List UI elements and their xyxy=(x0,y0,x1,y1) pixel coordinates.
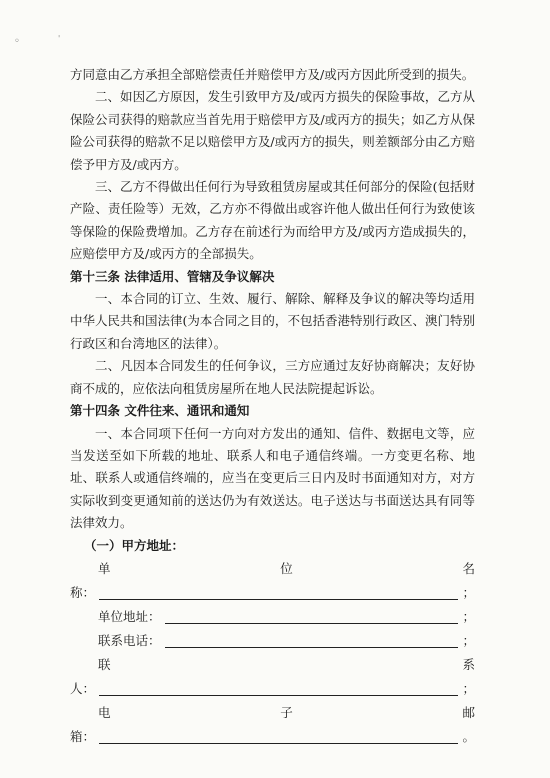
address-field xyxy=(70,605,475,629)
name-blank[interactable] xyxy=(99,583,458,600)
email-label-part: 电 xyxy=(98,704,111,720)
paragraph-insurance-invalidation: 三、乙方不得做出任何行为导致租赁房屋或其任何部分的保险(包括财产险、责任险等）无效，乙方亦不得做出或容许他人做出任何行为致使该等保险的保险费增加。乙方存在前述行为而给甲方及/或丙方造成损失的，应赔偿甲方及/或丙方的全部损失。 xyxy=(70,179,475,262)
contact-label: 人： xyxy=(70,680,96,696)
phone-field xyxy=(70,629,475,653)
paragraph-notices: 一、本合同项下任何一方向对方发出的通知、信件、数据电文等，应当发送至如下所载的地址、联系人和电子通信终端。一方变更名称、地址、联系人或通信终端的，应当在变更后三日内及时书面通知对方，对方实际收到变更通知前的送达仍为有效送达。电子送达与书面送达具有同等法律效力。 xyxy=(70,425,475,531)
email-end: 。 xyxy=(462,728,475,744)
paragraph-continuation: 方同意由乙方承担全部赔偿责任并赔偿甲方及/或丙方因此所受到的损失。 xyxy=(70,67,475,82)
name-label-part: 单 xyxy=(98,560,111,576)
phone-label: 联系电话： xyxy=(98,632,161,648)
address-end: ； xyxy=(462,608,475,624)
phone-end: ； xyxy=(462,632,475,648)
paragraph-governing-law: 一、本合同的订立、生效、履行、解除、解释及争议的解决等均适用中华人民共和国法律(为本合同之目的，不包括香港特别行政区、澳门特别行政区和台湾地区的法律）。 xyxy=(70,291,475,351)
email-label-row xyxy=(70,701,475,725)
name-end: ； xyxy=(462,584,475,600)
paragraph-dispute-resolution: 二、凡因本合同发生的任何争议，三方应通过友好协商解决；友好协商不成的，应依法向租赁房屋所在地人民法院提起诉讼。 xyxy=(70,358,475,396)
party-a-address-heading: （一）甲方地址： xyxy=(84,537,185,553)
scan-mark-top: ' xyxy=(58,34,61,43)
contact-field xyxy=(70,677,475,701)
email-blank[interactable] xyxy=(99,727,458,744)
email-label-part: 子 xyxy=(280,704,293,720)
name-field xyxy=(70,581,475,605)
contact-label-part: 系 xyxy=(462,656,475,672)
email-label: 箱： xyxy=(70,728,96,744)
name-label-part: 名 xyxy=(462,560,475,576)
email-label-part: 邮 xyxy=(462,704,475,720)
paragraph-insurance-claims: 二、如因乙方原因，发生引致甲方及/或丙方损失的保险事故，乙方从保险公司获得的赔款应当首先用于赔偿甲方及/或丙方的损失；如乙方从保险公司获得的赔款不足以赔偿甲方及/或丙方的损失，则差额部分由乙方赔偿予甲方及/或丙方。 xyxy=(70,89,475,172)
contact-label-row xyxy=(70,653,475,677)
scan-mark: ◦ xyxy=(14,36,20,47)
contact-label-part: 联 xyxy=(98,656,111,672)
email-field xyxy=(70,725,475,749)
address-blank[interactable] xyxy=(165,607,459,624)
party-a-form xyxy=(70,557,475,749)
name-label-row xyxy=(70,557,475,581)
contact-end: ； xyxy=(462,680,475,696)
address-label: 单位地址： xyxy=(98,608,161,624)
article-14-heading: 第十四条 文件往来、通讯和通知 xyxy=(70,403,250,419)
document-body xyxy=(70,64,475,749)
name-label-part: 位 xyxy=(280,560,293,576)
article-13-heading: 第十三条 法律适用、管辖及争议解决 xyxy=(70,268,275,284)
contact-blank[interactable] xyxy=(99,679,458,696)
name-label: 称： xyxy=(70,584,96,600)
phone-blank[interactable] xyxy=(165,631,459,648)
